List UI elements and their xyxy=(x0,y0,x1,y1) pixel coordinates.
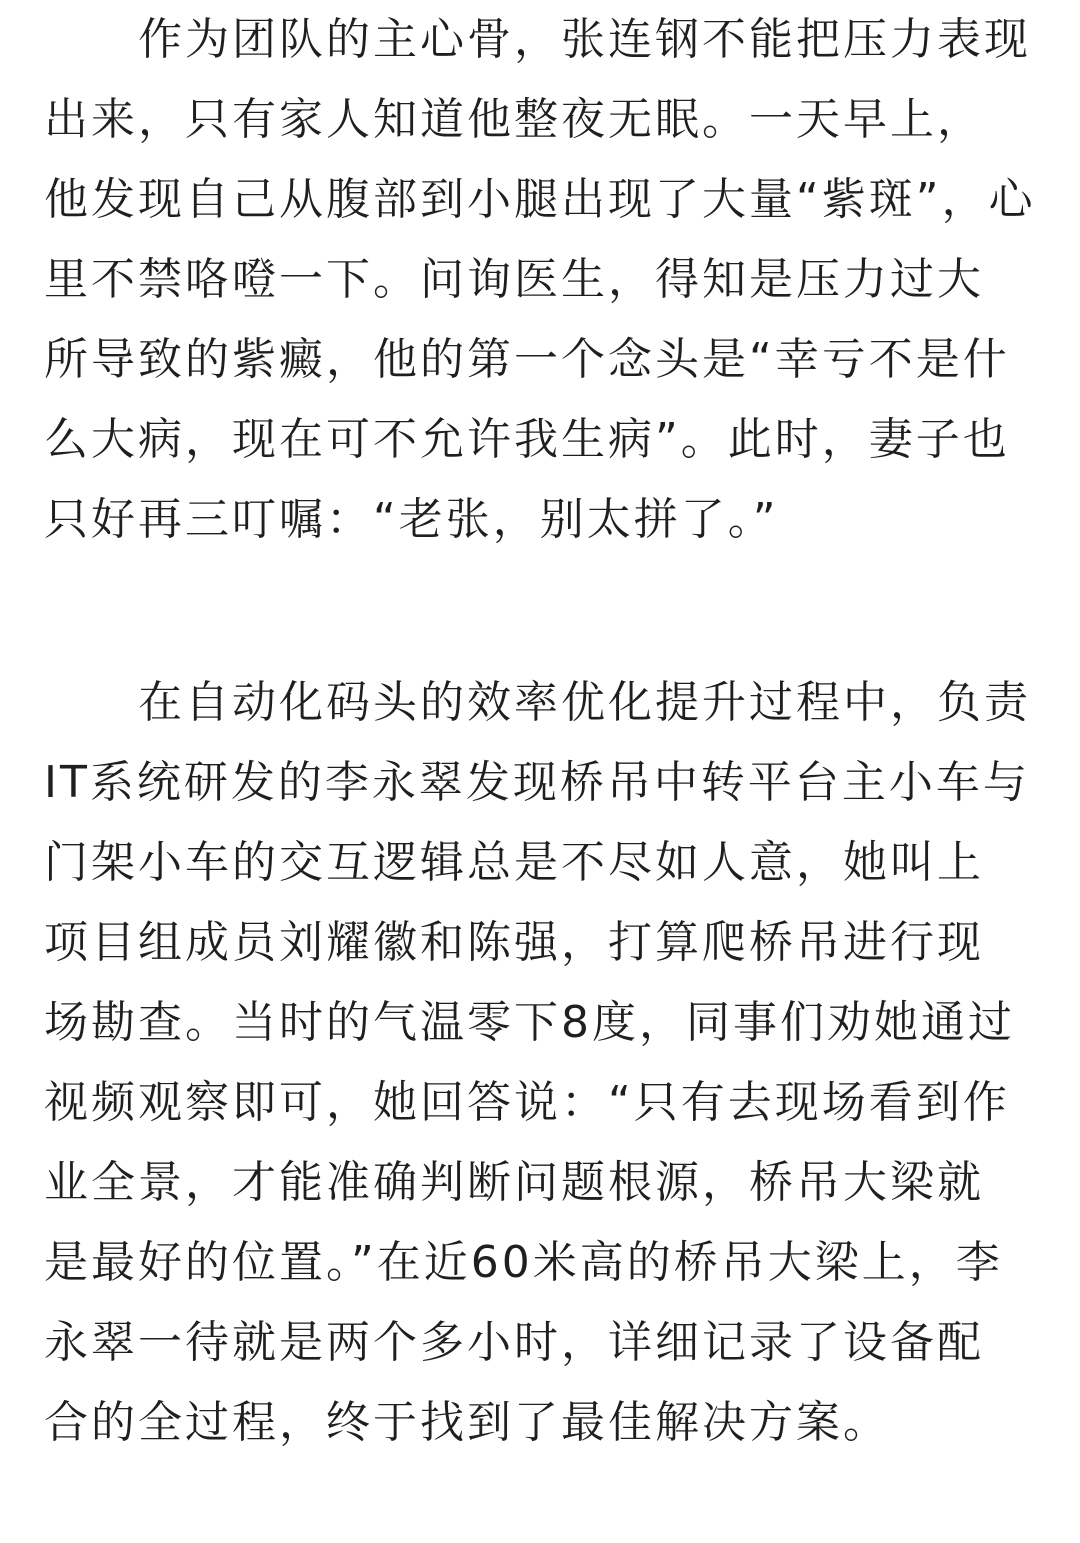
paragraph-1 xyxy=(44,0,1036,560)
text-line: 业全景，才能准确判断问题根源，桥吊大梁就 xyxy=(44,1157,984,1208)
text-line: 他发现自己从腹部到小腿出现了大量“紫斑”，心 xyxy=(44,174,1036,225)
text-line: 作为团队的主心骨，张连钢不能把压力表现 xyxy=(44,14,1031,65)
text-line: IT系统研发的李永翠发现桥吊中转平台主小车与 xyxy=(44,757,1030,808)
text-line: 门架小车的交互逻辑总是不尽如人意，她叫上 xyxy=(44,837,984,888)
text-line xyxy=(44,1463,1036,1543)
text-line: 项目组成员刘耀徽和陈强，打算爬桥吊进行现 xyxy=(44,917,984,968)
text-line: 所导致的紫癜，他的第一个念头是“幸亏不是什 xyxy=(44,334,1010,385)
text-line: 在自动化码头的效率优化提升过程中，负责 xyxy=(44,677,1031,728)
paragraph-2 xyxy=(44,663,1036,1543)
text-line: 只好再三叮嘱：“老张，别太拼了。” xyxy=(44,494,779,545)
text-line: 是最好的位置。”在近60米高的桥吊大梁上，李 xyxy=(44,1237,1003,1288)
text-line: 场勘查。当时的气温零下8度，同事们劝她通过 xyxy=(44,997,1015,1048)
text-line: 出来，只有家人知道他整夜无眠。一天早上， xyxy=(44,94,984,145)
text-line: 么大病，现在可不允许我生病”。此时，妻子也 xyxy=(44,414,1010,465)
text-line: 永翠一待就是两个多小时，详细记录了设备配 xyxy=(44,1317,984,1368)
article-body xyxy=(44,0,1036,1543)
text-line: 视频观察即可，她回答说：“只有去现场看到作 xyxy=(44,1077,1010,1128)
text-line: 合的全过程，终于找到了最佳解决方案。 xyxy=(44,1397,890,1448)
text-line: 里不禁咯噔一下。问询医生，得知是压力过大 xyxy=(44,254,984,305)
